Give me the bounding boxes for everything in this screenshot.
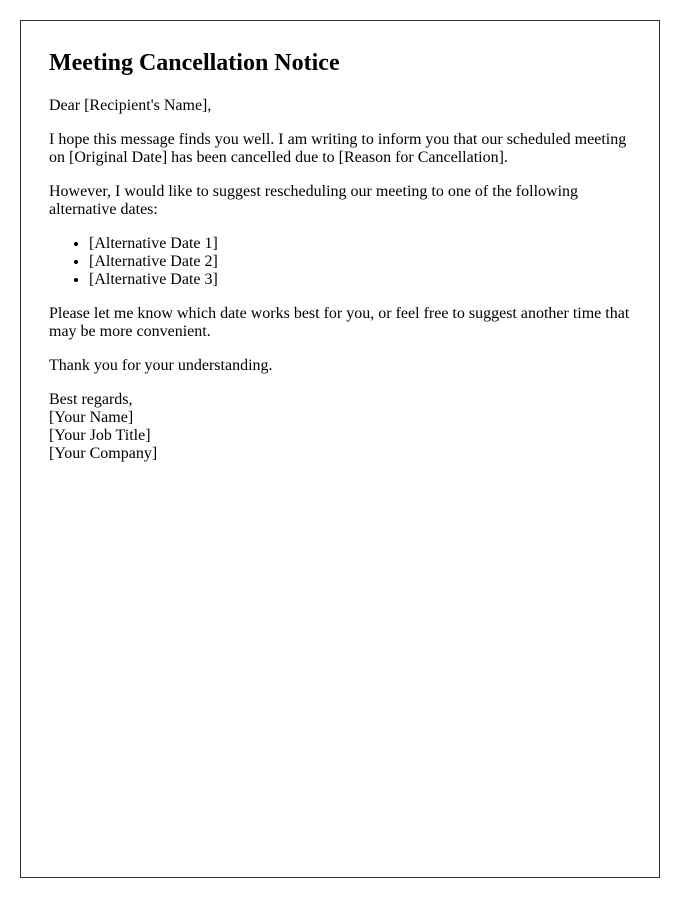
letter-content (49, 49, 639, 479)
greeting: Dear [Recipient's Name], (49, 97, 212, 114)
cancellation-paragraph: I hope this message finds you well. I am writing to inform you that our scheduled meeting on [Original Date] has been cancelled due to [Reason for Cancellation]. (49, 131, 627, 166)
closing: Best regards, (49, 391, 133, 408)
thanks-paragraph: Thank you for your understanding. (49, 357, 273, 374)
alternative-date-item: • [Alternative Date 3] (89, 271, 639, 289)
sender-company: [Your Company] (49, 445, 158, 462)
letter-page (20, 20, 660, 878)
request-paragraph: Please let me know which date works best for you, or feel free to suggest another time that may be more convenient. (49, 305, 630, 340)
alternative-dates-list (49, 235, 639, 289)
alternative-date-item: • [Alternative Date 1] (89, 235, 639, 253)
sender-title: [Your Job Title] (49, 427, 151, 444)
signature-block (49, 391, 639, 463)
alternative-date-item: • [Alternative Date 2] (89, 253, 639, 271)
reschedule-paragraph: However, I would like to suggest rescheduling our meeting to one of the following alternative dates: (49, 183, 579, 218)
letter-title: Meeting Cancellation Notice (49, 50, 340, 76)
sender-name: [Your Name] (49, 409, 134, 426)
